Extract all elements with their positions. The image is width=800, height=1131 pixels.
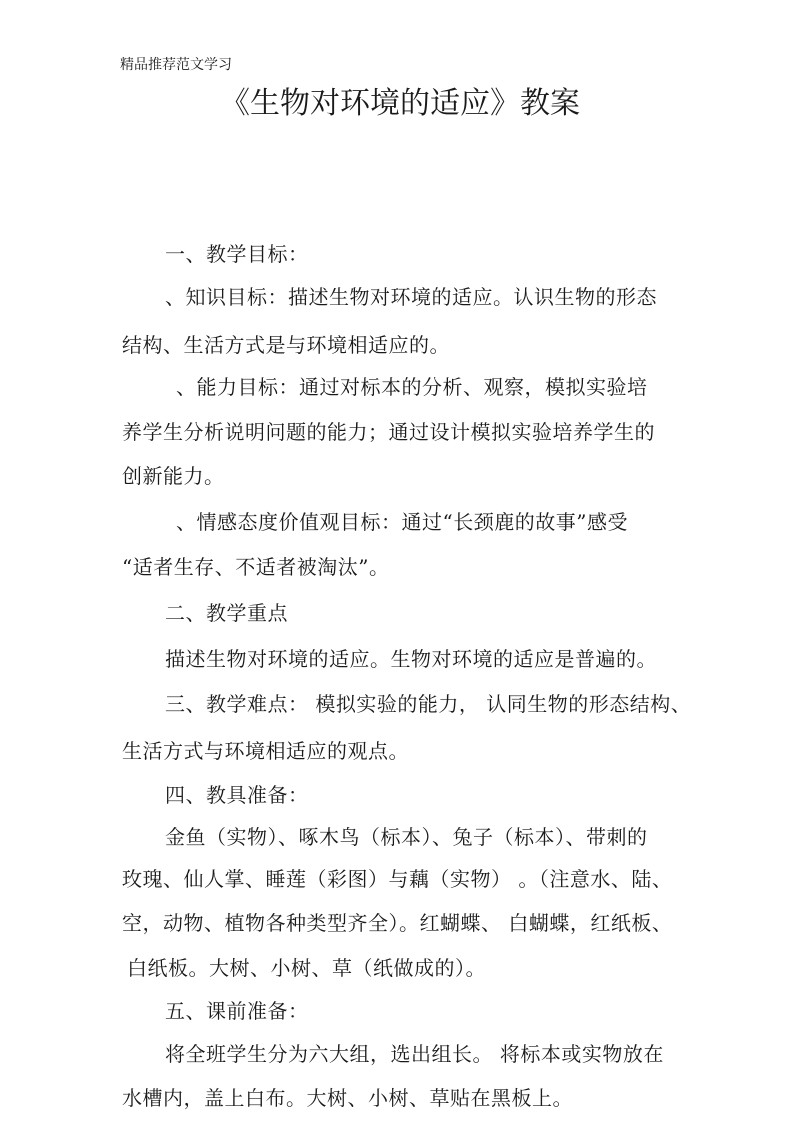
paragraph-line: 白纸板。大树、小树、草（纸做成的）。 [127, 956, 486, 980]
section-heading-objectives: 一、教学目标： [165, 242, 309, 266]
document-title: 《生物对环境的适应》教案 [220, 86, 580, 121]
paragraph-line: 金鱼（实物）、啄木鸟（标本）、兔子（标本）、带刺的 [165, 825, 648, 849]
paragraph-line: 描述生物对环境的适应。生物对环境的适应是普遍的。 [165, 647, 657, 671]
paragraph-line: 创新能力。 [122, 464, 225, 488]
paragraph-line: 、知识目标：描述生物对环境的适应。认识生物的形态 [165, 285, 657, 309]
paragraph-line: 养学生分析说明问题的能力；通过设计模拟实验培养学生的 [122, 420, 655, 444]
section-heading-materials: 四、教具准备： [165, 783, 309, 807]
paragraph-line: 、情感态度价值观目标：通过“长颈鹿的故事”感受 [176, 510, 628, 534]
paragraph-line: 、能力目标：通过对标本的分析、观察，模拟实验培 [176, 375, 648, 399]
section-heading-preparation: 五、课前准备： [165, 999, 309, 1023]
paragraph-line: 将全班学生分为六大组，选出组长。 将标本或实物放在 [165, 1042, 664, 1066]
paragraph-line: 生活方式与环境相适应的观点。 [122, 739, 409, 763]
paragraph-line: “适者生存、不适者被淘汰”。 [122, 555, 390, 579]
section-heading-key-points: 二、教学重点 [165, 601, 288, 625]
paragraph-line: 玫瑰、仙人掌、睡莲（彩图）与藕（实物） 。（注意水、陆、 [122, 867, 673, 891]
paragraph-line: 空，动物、植物各种类型齐全）。红蝴蝶、 白蝴蝶，红纸板、 [122, 911, 673, 935]
paragraph-line: 水槽内，盖上白布。大树、小树、草贴在黑板上。 [122, 1086, 573, 1110]
paragraph-line: 结构、生活方式是与环境相适应的。 [122, 333, 450, 357]
section-heading-difficulties: 三、教学难点： 模拟实验的能力， 认同生物的形态结构、 [165, 692, 692, 716]
header-note: 精品推荐范文学习 [120, 57, 232, 73]
